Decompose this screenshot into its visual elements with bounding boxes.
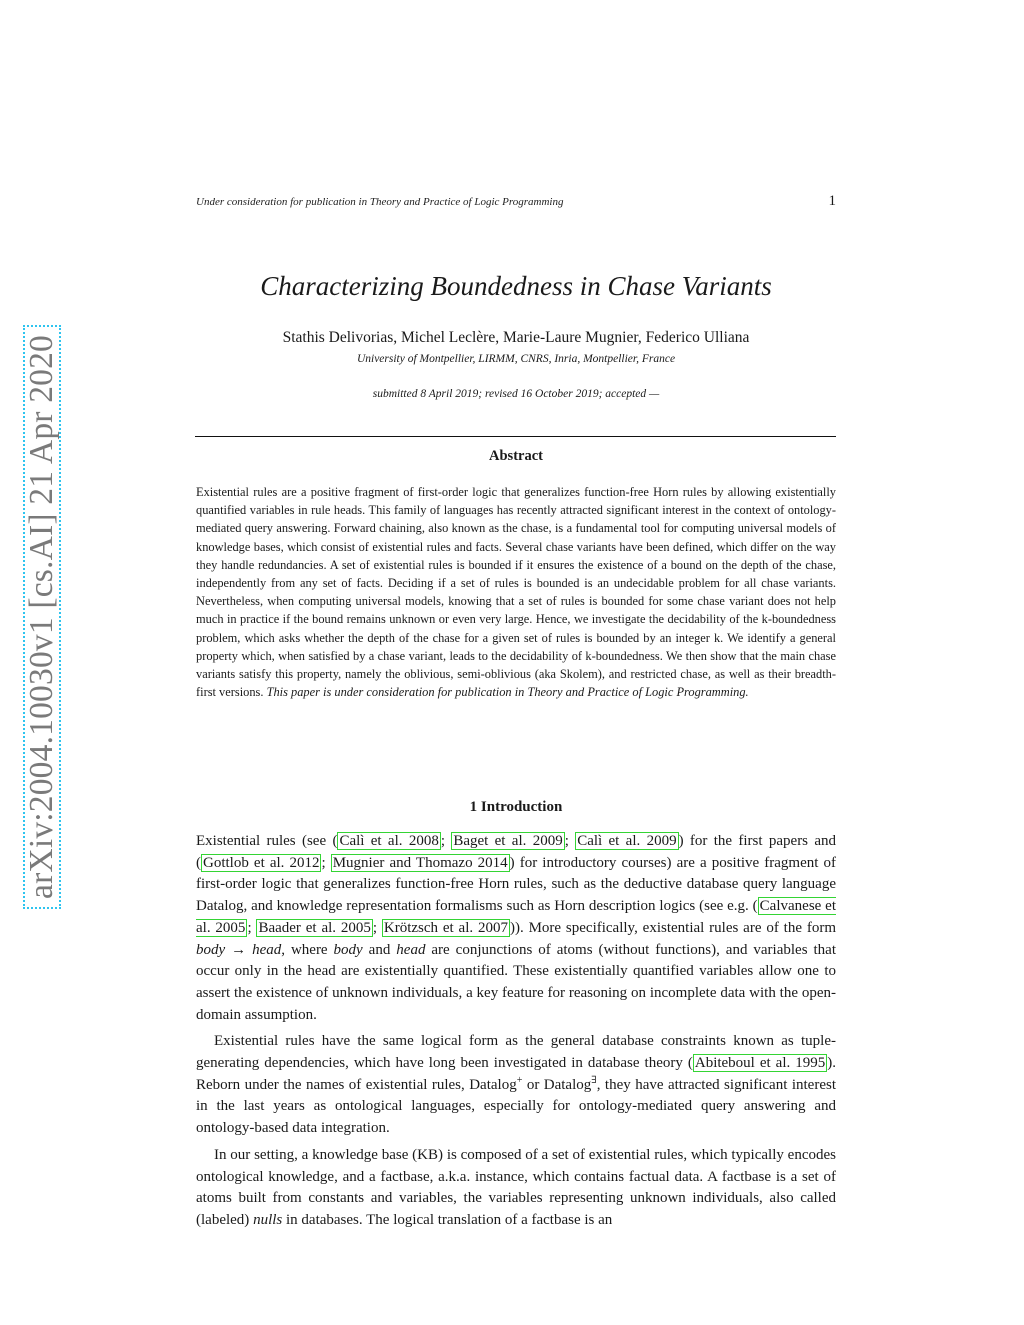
abstract-heading: Abstract [489, 448, 543, 464]
author-affiliation: University of Montpellier, LIRMM, CNRS, Inria, Montpellier, France [356, 353, 676, 365]
citation-link[interactable]: Mugnier and Thomazo 2014 [332, 854, 508, 871]
section-heading-introduction: 1 Introduction [469, 799, 563, 815]
journal-name: Under consideration for publication in Theory and Practice of Logic Programming [196, 196, 564, 208]
page-number: 1 [828, 193, 836, 209]
submission-dates: submitted 8 April 2019; revised 16 October 2019; accepted — [372, 388, 660, 400]
paragraph-1: Existential rules (see ( Calì et al. 2008 ; Baget et al. 2009 ; Calì et al. 2009 ) for the first papers and ( Gottlob et al. 2012 ; Mugnier and Thomazo 2014 ) for introductory courses) are a positive fragment of first-order logic that generalizes function-free Horn rules, such as the deductive database query language Datalog, and knowledge representation formalisms such as Horn description logics (see e.g. ( Calvanese et al. 2005 ; Baader et al. 2005 ; Krötzsch et al. 2007 )). More specifically, existential rules are of the form body → head, where body and head are conjunctions of atoms (without functions), and variables that occur only in the head are existentially quantified. These existentially quantified variables allow one to assert the existence of unknown individuals, a key feature for reasoning on incomplete data with the open-domain assumption. [196, 833, 837, 1023]
title-divider [195, 436, 836, 437]
abstract-note: This paper is under consideration for publication in Theory and Practice of Logic Programming. [266, 685, 749, 700]
citation-link[interactable]: Calì et al. 2009 [577, 833, 677, 849]
abstract-text: Existential rules are a positive fragment of first-order logic that generalizes function-free Horn rules by allowing existentially quantified variables in rule heads. This family of languages has recently attracted significant interest in the context of ontology-mediated query answering. Forward chaining, also known as the chase, is a fundamental tool for computing universal models of knowledge bases, which consist of existential rules and facts. Several chase variants have been defined, which differ on the way they handle redundancies. A set of existential rules is bounded if it ensures the existence of a bound on the depth of the chase, independently from any set of facts. Deciding if a set of rules is bounded is an undecidable problem for all chase variants. Nevertheless, when computing universal models, knowing that a set of rules is bounded for some chase variant does not help much in practice if the bound remains unknown or even very large. Hence, we investigate the decidability of the k-boundedness problem, which asks whether the depth of the chase for a given set of rules is bounded by an integer k. We identify a general property which, when satisfied by a chase variant, leads to the decidability of k-boundedness. We then show that the main chase variants satisfy this property, namely the oblivious, semi-oblivious (aka Skolem), and restricted chase, as well as their breadth-first versions. This paper is under consideration for publication in Theory and Practice of Logic Programming. [196, 485, 836, 700]
arxiv-identifier: arXiv:2004.10030v1 [cs.AI] 21 Apr 2020 [23, 335, 60, 899]
paper-title: Characterizing Boundedness in Chase Variants [260, 271, 772, 301]
citation-link[interactable]: Baader et al. 2005 [258, 919, 371, 936]
paper-authors: Stathis Delivorias, Michel Leclère, Marie-Laure Mugnier, Federico Ulliana [282, 329, 750, 346]
introduction-body [196, 831, 836, 1232]
citation-link[interactable]: Krötzsch et al. 2007 [383, 919, 508, 936]
citation-link[interactable]: Abiteboul et al. 1995 [694, 1055, 826, 1072]
citation-link[interactable]: Calvanese et al. 2005 [196, 898, 837, 936]
citation-link[interactable]: Gottlob et al. 2012 [203, 854, 320, 871]
citation-link[interactable]: Baget et al. 2009 [453, 833, 563, 849]
citation-link[interactable]: Calì et al. 2008 [339, 833, 439, 849]
paragraph-2: Existential rules have the same logical form as the general database constraints known as tuple-generating dependencies, which have long been investigated in database theory ( Abiteboul et al. 1995 ). Reborn under the names of existential rules, Datalog+ or Datalog∃, they have attracted significant interest in the last years as ontological languages, especially for ontology-mediated query answering and ontology-based data integration. [196, 1033, 836, 1137]
running-head [196, 193, 836, 216]
arxiv-stamp[interactable] [23, 325, 61, 909]
paragraph-3: In our setting, a knowledge base (KB) is composed of a set of existential rules, which typically encodes ontological knowledge, and a factbase, a.k.a. instance, which contains factual data. A factbase is a set of atoms built from constants and variables, the variables representing unknown individuals, also called (labeled) nulls in databases. The logical translation of a factbase is an [196, 1146, 836, 1228]
